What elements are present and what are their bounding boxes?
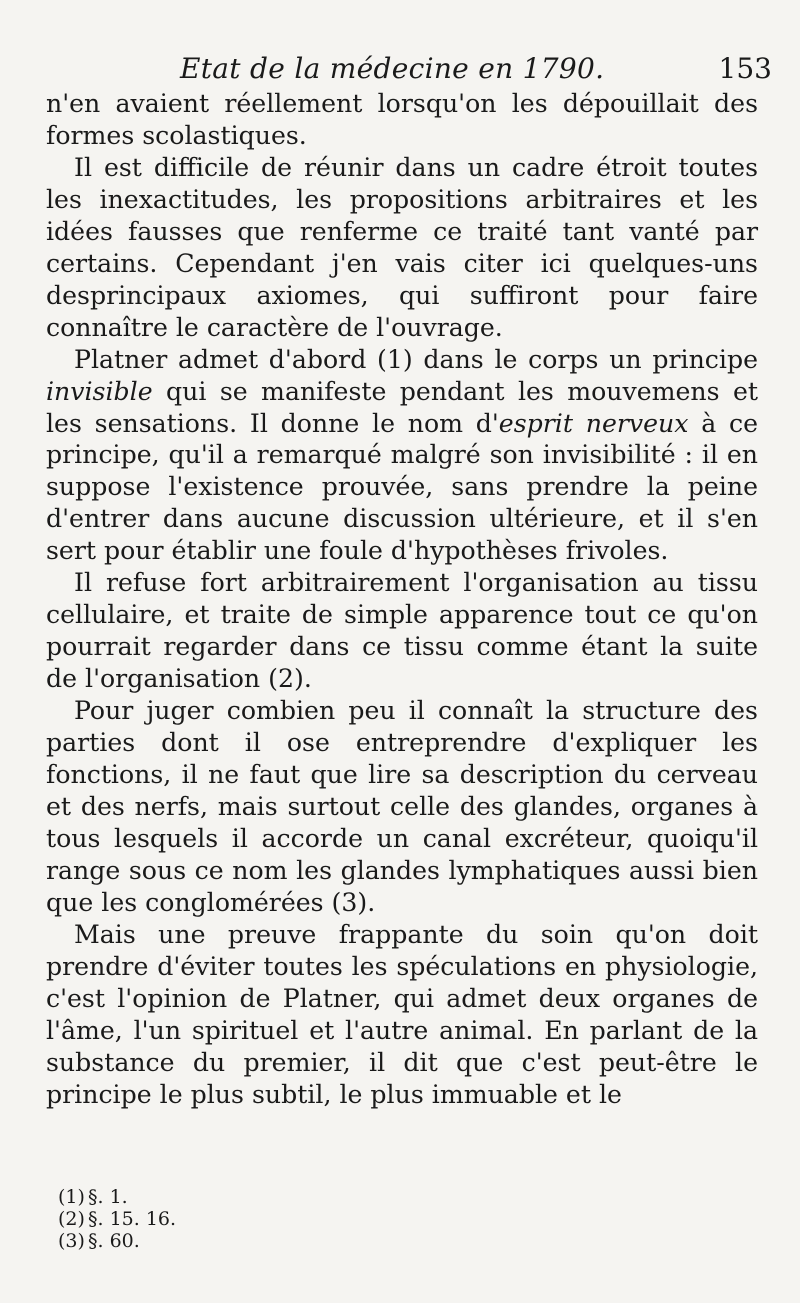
footnote-text: §. 1.: [88, 1186, 128, 1208]
italic-text: esprit nerveux: [498, 408, 689, 438]
italic-text: invisible: [46, 376, 153, 406]
footnotes: [58, 1186, 176, 1252]
footnote-marker: (3): [58, 1230, 85, 1252]
text-run: Platner admet d'abord (1) dans le corps un principe: [74, 344, 758, 374]
footnote: [58, 1208, 176, 1230]
paragraph: [46, 695, 758, 919]
paragraph: [46, 567, 758, 695]
text-run: Il refuse fort arbitrairement l'organisation au tissu cellulaire, et traite de simple apparence tout ce qu'on pourrait regarder dans ce tissu comme étant la suite de l'organisation (2).: [46, 568, 758, 694]
text-run: qui se manifeste pendant les mouvemens et les sensations. Il donne le nom d': [46, 376, 758, 438]
footnote-text: §. 15. 16.: [88, 1208, 177, 1230]
footnote: [58, 1230, 176, 1252]
running-title: Etat de la médecine en 1790.: [180, 52, 605, 85]
paragraph: [46, 919, 758, 1111]
footnote-text: §. 60.: [88, 1230, 140, 1252]
paragraph: [46, 88, 758, 152]
body-text: [46, 88, 758, 1111]
page-number: 153: [718, 52, 772, 85]
text-run: n'en avaient réellement lorsqu'on les dépouillait des formes scolastiques.: [46, 89, 758, 150]
text-run: Il est difficile de réunir dans un cadre étroit toutes les inexactitudes, les propositions arbitraires et les idées fausses que renferme ce traité tant vanté par certains. Cependant j'en vais citer ici quelques-uns desprincipaux axiomes, qui suffiront pour faire connaître le caractère de l'ouvrage.: [46, 152, 758, 342]
footnote-marker: (2): [58, 1208, 85, 1230]
paragraph: [46, 344, 758, 568]
paragraph: [46, 152, 758, 344]
text-run: Pour juger combien peu il connaît la structure des parties dont il ose entreprendre d'expliquer les fonctions, il ne faut que lire sa description du cerveau et des nerfs, mais surtout celle des glandes, organes à tous lesquels il accorde un canal excréteur, quoiqu'il range sous ce nom les glandes lymphatiques aussi bien que les conglomérées (3).: [46, 696, 758, 917]
footnote-marker: (1): [58, 1186, 85, 1208]
text-run: à ce principe, qu'il a remarqué malgré son invisibilité : il en suppose l'existence prouvée, sans prendre la peine d'entrer dans aucune discussion ultérieure, et il s'en sert pour établir une foule d'hypothèses frivoles.: [46, 408, 758, 566]
text-run: Mais une preuve frappante du soin qu'on doit prendre d'éviter toutes les spéculations en physiologie, c'est l'opinion de Platner, qui admet deux organes de l'âme, l'un spirituel et l'autre animal. En parlant de la substance du premier, il dit que c'est peut-être le principe le plus subtil, le plus immuable et le: [46, 919, 758, 1109]
running-header: [180, 52, 772, 92]
footnote: [58, 1186, 176, 1208]
